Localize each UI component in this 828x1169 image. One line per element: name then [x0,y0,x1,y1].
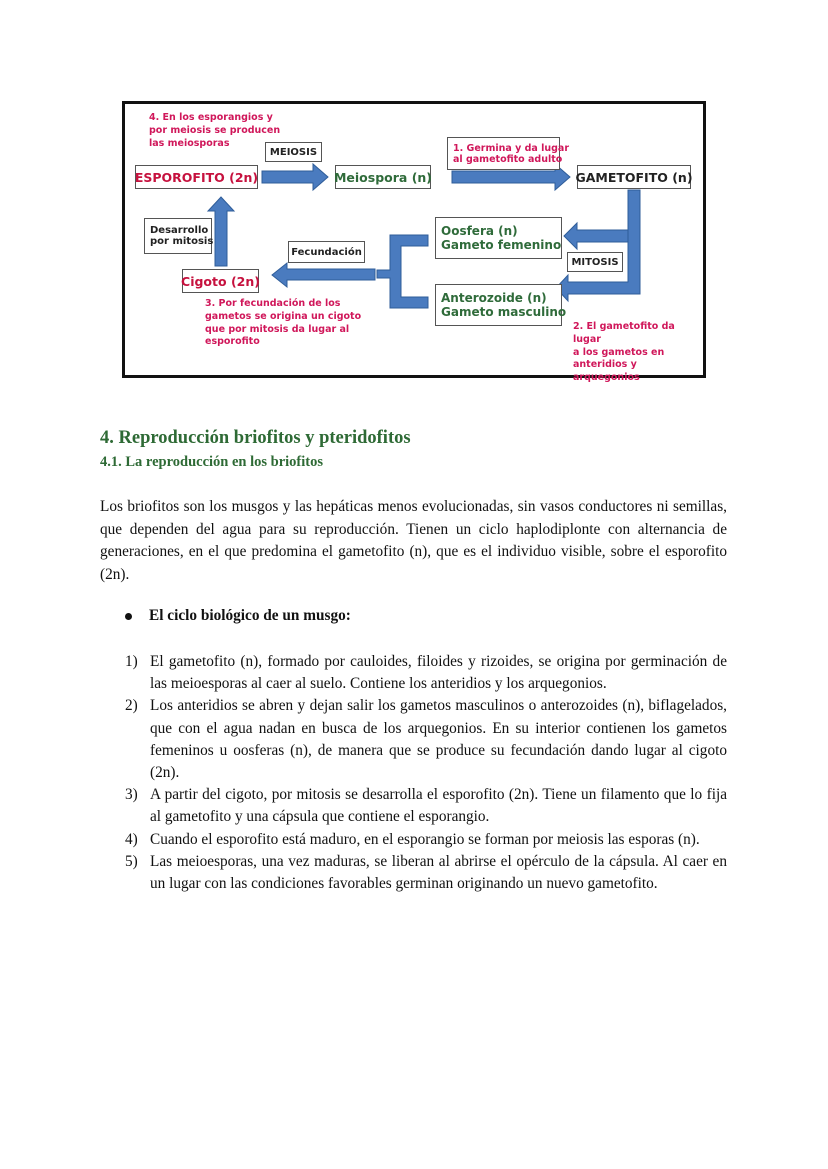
note-germina-line: 1. Germina y da lugar [453,142,570,154]
step-text: Cuando el esporofito está maduro, en el esporangio se forman por meiosis las esporas (n). [150,830,700,848]
note-fecundacion-line: gametos se origina un cigoto [205,310,362,322]
step-number: 1) [125,653,138,670]
note-fecundacion-line: que por mitosis da lugar al [205,323,350,335]
step-text: El gametofito (n), formado por cauloides, filoides y rizoides, se origina por germinación de las meioesporas al caer al suelo. Contiene los anteridios y los arquegonios. [150,653,727,693]
gametofito-box: GAMETOFITO (n) [577,165,691,189]
step-item [125,851,727,895]
cycle-bullet [125,607,351,625]
oosfera-line: Gameto femenino [441,238,562,252]
bullet-dot-icon [125,613,132,620]
step-item [125,651,727,695]
arrow-esporofito-to-meiospora [262,164,328,190]
step-number: 5) [125,852,138,870]
step-number: 4) [125,830,138,848]
step-text: Las meioesporas, una vez maduras, se liberan al abrirse el opérculo de la cápsula. Al caer en un lugar con las condiciones favorables germinan originando un nuevo gametofito. [150,852,727,893]
oosfera-line: Oosfera (n) [441,224,518,238]
desarrollo-box [144,218,212,254]
step-text: A partir del cigoto, por mitosis se desarrolla el esporofito (2n). Tiene un filamento que lo fija al gametofito y una cápsula que contiene el esporangio. [150,786,727,826]
step-item [125,784,727,828]
note-fecundacion-line: 3. Por fecundación de los [205,298,341,309]
note-esporangios-line: por meiosis se producen [149,124,281,136]
arrow-gametes-to-fecundacion [377,235,428,308]
note-fecundacion [205,298,361,349]
step-item [125,829,727,851]
step-text: Los anteridios se abren y dejan salir los gametos masculinos o anterozoides (n), biflagelados, que con el agua nadan en busca de los arquegonios. En su interior contienen los gametos femeninos u oosferas (n), de manera que se produce su fecundación dando lugar al cigoto (2n). [150,697,727,782]
esporofito-box: ESPOROFITO (2n) [135,165,258,189]
step-number: 2) [125,697,138,715]
desarrollo-line: Desarrollo [150,225,209,236]
step-item [125,695,727,784]
note-fecundacion-line: esporofito [205,336,260,348]
note-gametos [573,321,703,385]
intro-paragraph: Los briofitos son los musgos y las hepáticas menos evolucionadas, sin vasos conductores ni semillas, que dependen del agua para su reproducción. Tienen un ciclo haplodiplonte con alternancia de generaciones, en el que predomina el gametofito (n), que es el individuo visible, sobre el esporofito (2n). [100,498,727,583]
note-esporangios-line: las meiosporas [149,137,230,149]
note-gametos-line: a los gametos en [573,346,665,358]
meiosis-label: MEIOSIS [265,142,322,162]
note-germina [447,137,570,170]
note-esporangios-line: 4. En los esporangios y [149,112,273,123]
anterozoide-box [435,284,567,326]
arrow-fecundacion-to-cigoto [272,263,375,287]
section-heading: 4. Reproducción briofitos y pteridofitos [100,428,411,448]
note-germina-line: al gametofito adulto [453,153,563,165]
section-subheading: 4.1. La reproducción en los briofitos [100,454,324,470]
meiospora-box: Meiospora (n) [335,165,431,189]
note-gametos-line: 2. El gametofito da lugar [573,321,675,345]
step-number: 3) [125,786,138,804]
anterozoide-line: Anterozoide (n) [441,291,547,305]
fecundacion-label: Fecundación [288,241,365,263]
bullet-label: El ciclo biológico de un musgo: [149,607,351,624]
cycle-steps-list [125,651,727,895]
anterozoide-line: Gameto masculino [441,305,567,319]
desarrollo-line: por mitosis [150,236,214,247]
mitosis-label: MITOSIS [567,252,623,272]
arrow-mitosis-to-oosfera [564,223,628,249]
note-esporangios [149,112,280,150]
note-gametos-line: anteridios y arquegonios [573,359,640,384]
life-cycle-diagram [122,101,706,384]
cigoto-box: Cigoto (2n) [182,269,259,293]
oosfera-box [435,217,562,259]
arrow-gametofito-to-mitosis [556,190,640,301]
